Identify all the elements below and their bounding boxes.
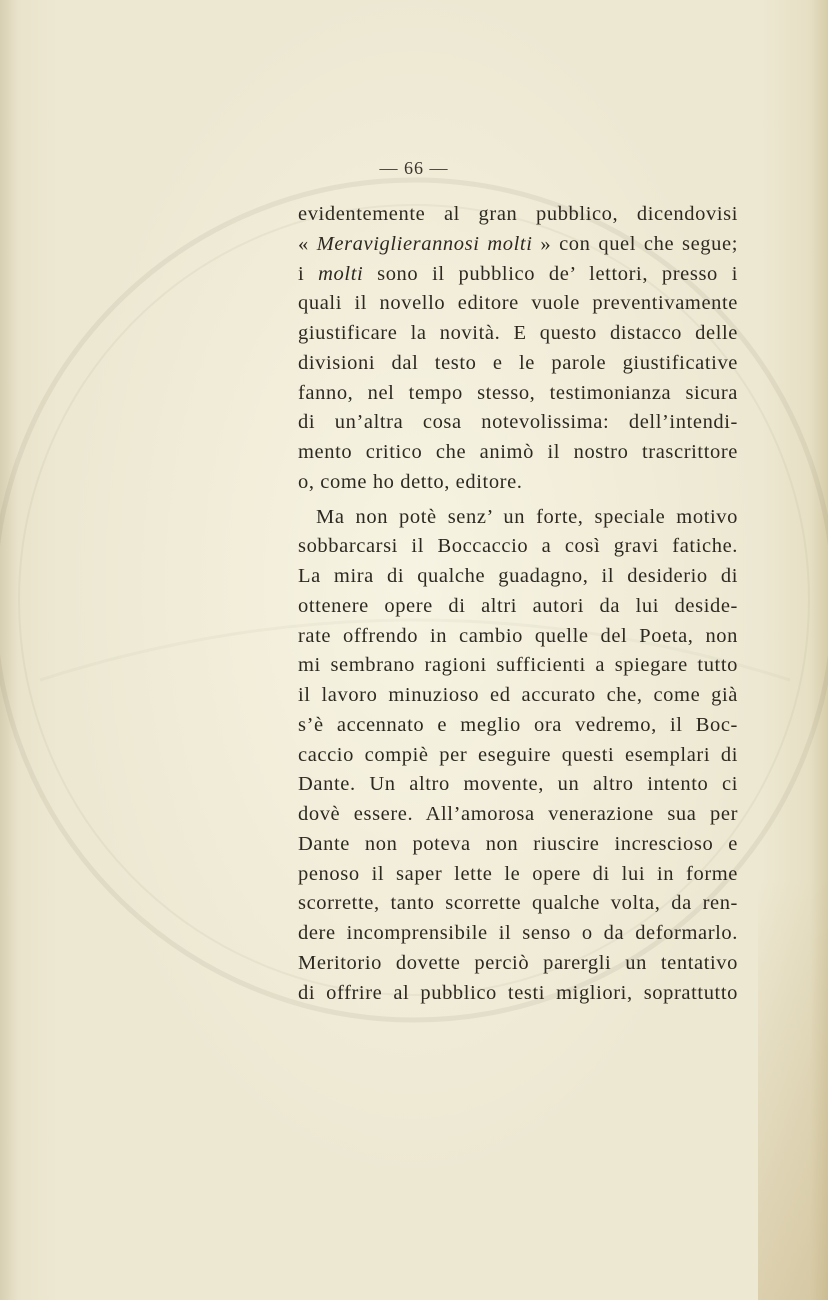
text-line: Dante non poteva non riuscire increscioso e — [298, 832, 738, 855]
page-number: — 66 — — [379, 158, 449, 178]
text-line: fanno, nel tempo stesso, testimonianza sicura — [298, 381, 738, 404]
text-line: ottenere opere di altri autori da lui deside- — [298, 594, 738, 617]
text-line: Meritorio dovette perciò parergli un tentativo — [298, 951, 738, 974]
text-line: dovè essere. All’amorosa venerazione sua per — [298, 803, 738, 825]
text-line: Ma non potè senz’ un forte, speciale motivo — [316, 505, 738, 528]
text-line: di offrire al pubblico testi migliori, soprattutto — [298, 981, 738, 1004]
text-line: quali il novello editore vuole preventivamente — [298, 292, 738, 315]
text-line: s’è accennato e meglio ora vedremo, il Boc- — [298, 713, 738, 736]
text-line: La mira di qualche guadagno, il desiderio di — [298, 565, 738, 587]
text-line: il lavoro minuzioso ed accurato che, come già — [298, 684, 738, 706]
text-line: « Meraviglierannosi molti » con quel che segue; — [298, 232, 738, 255]
text-line: scorrette, tanto scorrette qualche volta, da ren- — [298, 892, 738, 915]
text-line: rate offrendo in cambio quelle del Poeta, non — [298, 624, 738, 647]
text-line: dere incomprensibile il senso o da deformarlo. — [298, 922, 738, 944]
text-line: penoso il saper lette le opere di lui in forme — [298, 862, 738, 885]
text-line: caccio compiè per eseguire questi esemplari di — [298, 743, 738, 766]
text-line: Dante. Un altro movente, un altro intento ci — [298, 773, 738, 796]
text-line: divisioni dal testo e le parole giustificative — [298, 351, 738, 374]
italic-word: molti — [318, 262, 364, 285]
text-line: giustificare la novità. E questo distacco delle — [298, 322, 738, 344]
text-line: mi sembrano ragioni sufficienti a spiegare tutto — [298, 654, 738, 677]
text-line: di un’altra cosa notevolissima: dell’intendi- — [298, 411, 738, 434]
body-text — [298, 200, 738, 1008]
text-line: evidentemente al gran pubblico, dicendovisi — [298, 203, 738, 225]
text-line: i molti sono il pubblico de’ lettori, presso i — [298, 262, 738, 285]
text-line: o, come ho detto, editore. — [298, 470, 523, 493]
italic-quote: Meraviglierannosi molti — [316, 232, 533, 255]
text-line: mento critico che animò il nostro trascrittore — [298, 441, 738, 463]
text-line: sobbarcarsi il Boccaccio a così gravi fatiche. — [298, 535, 738, 558]
